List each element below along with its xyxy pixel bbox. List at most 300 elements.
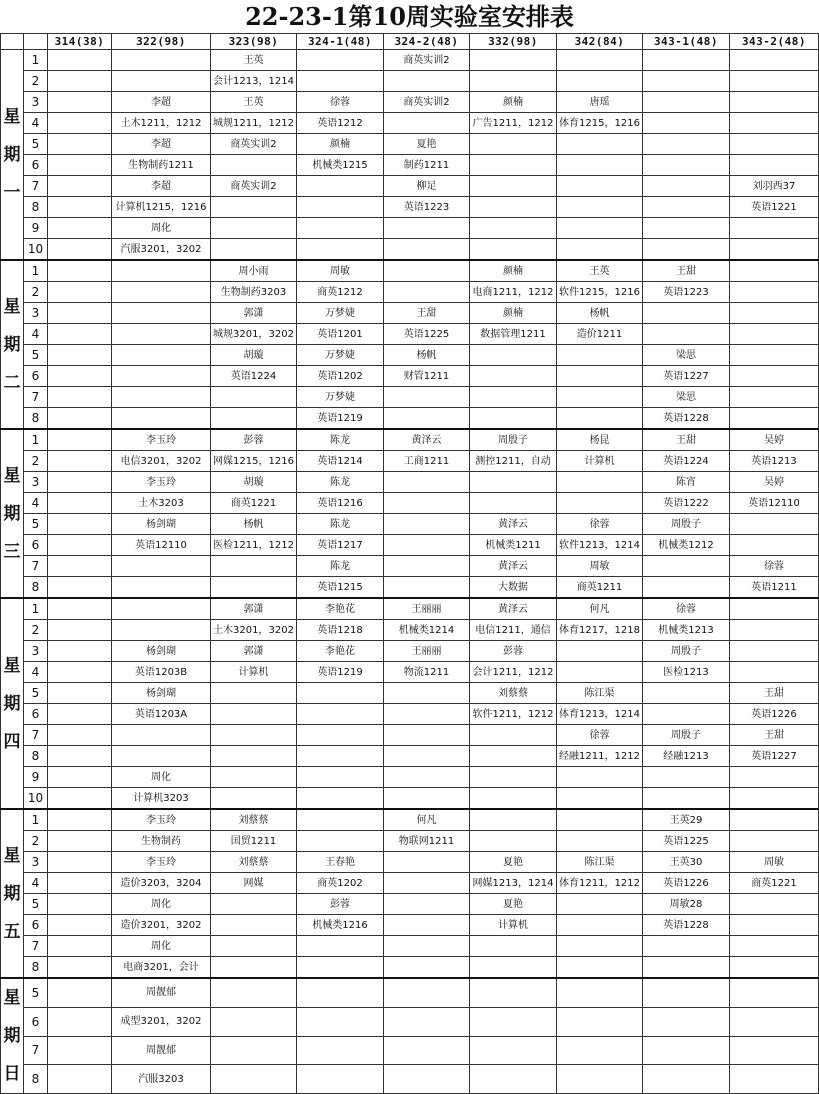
schedule-row — [1, 767, 819, 788]
schedule-cell — [48, 683, 112, 704]
schedule-cell: 会计1213，1214 — [211, 71, 297, 92]
schedule-cell — [384, 493, 470, 514]
schedule-cell — [384, 71, 470, 92]
schedule-cell — [112, 50, 211, 71]
day-label-char: 星 — [3, 106, 21, 127]
period-number: 4 — [24, 662, 48, 683]
schedule-cell: 陈江渠 — [557, 683, 643, 704]
schedule-cell: 周靓郁 — [112, 978, 211, 1007]
schedule-cell — [48, 873, 112, 894]
period-number: 4 — [24, 493, 48, 514]
schedule-cell — [643, 239, 730, 261]
schedule-cell: 柳足 — [384, 176, 470, 197]
schedule-cell: 何凡 — [384, 809, 470, 831]
schedule-cell — [211, 556, 297, 577]
schedule-cell — [557, 936, 643, 957]
schedule-cell — [48, 809, 112, 831]
schedule-cell — [557, 978, 643, 1007]
day-label-char: 期 — [3, 1026, 21, 1046]
schedule-cell — [557, 345, 643, 366]
column-header: 323(98) — [211, 34, 297, 50]
schedule-cell — [112, 345, 211, 366]
schedule-cell — [48, 451, 112, 472]
schedule-cell — [557, 788, 643, 810]
schedule-cell: 财管1211 — [384, 366, 470, 387]
schedule-cell: 英语1214 — [297, 451, 384, 472]
schedule-cell: 吴婷 — [730, 429, 819, 451]
schedule-row — [1, 704, 819, 725]
period-number: 8 — [24, 746, 48, 767]
schedule-cell: 万梦婕 — [297, 387, 384, 408]
schedule-cell — [297, 1036, 384, 1065]
day-label — [1, 429, 24, 598]
schedule-cell: 英语1228 — [643, 408, 730, 430]
schedule-cell: 周敏 — [297, 260, 384, 282]
schedule-cell: 周靓郁 — [112, 1036, 211, 1065]
day-label-char: 二 — [3, 372, 21, 393]
schedule-cell — [297, 50, 384, 71]
schedule-cell — [730, 514, 819, 535]
day-label-char: 期 — [3, 883, 21, 904]
schedule-cell — [730, 303, 819, 324]
schedule-cell — [297, 71, 384, 92]
schedule-cell — [384, 408, 470, 430]
schedule-cell: 体育1217，1218 — [557, 620, 643, 641]
schedule-cell — [48, 472, 112, 493]
schedule-cell: 万梦婕 — [297, 303, 384, 324]
schedule-cell — [211, 218, 297, 239]
schedule-cell: 周殷子 — [643, 641, 730, 662]
schedule-cell: 商英1211 — [557, 577, 643, 599]
schedule-cell: 英语12110 — [112, 535, 211, 556]
schedule-cell — [48, 978, 112, 1007]
schedule-cell — [211, 683, 297, 704]
schedule-cell: 徐蓉 — [730, 556, 819, 577]
schedule-cell — [730, 92, 819, 113]
schedule-cell — [211, 767, 297, 788]
schedule-cell: 黄泽云 — [470, 598, 557, 620]
schedule-cell: 体育1213，1214 — [557, 704, 643, 725]
schedule-row — [1, 50, 819, 71]
day-label — [1, 50, 24, 261]
schedule-cell — [112, 408, 211, 430]
schedule-cell: 英语1223 — [643, 282, 730, 303]
schedule-row — [1, 218, 819, 239]
schedule-row — [1, 809, 819, 831]
schedule-cell — [730, 408, 819, 430]
schedule-cell — [48, 514, 112, 535]
schedule-cell — [48, 1065, 112, 1094]
schedule-cell: 商英实训2 — [211, 134, 297, 155]
schedule-cell — [557, 218, 643, 239]
schedule-cell — [470, 71, 557, 92]
schedule-cell: 汽服3201，3202 — [112, 239, 211, 261]
schedule-cell: 英语1213 — [730, 451, 819, 472]
schedule-cell: 王英 — [557, 260, 643, 282]
schedule-cell — [643, 50, 730, 71]
day-label — [1, 598, 24, 809]
schedule-cell: 商英1221 — [211, 493, 297, 514]
day-label-char: 期 — [3, 693, 21, 714]
schedule-cell — [384, 472, 470, 493]
schedule-cell: 英语1227 — [730, 746, 819, 767]
period-number: 2 — [24, 620, 48, 641]
column-header: 314(38) — [48, 34, 112, 50]
schedule-cell — [730, 71, 819, 92]
schedule-cell — [48, 113, 112, 134]
schedule-cell — [384, 978, 470, 1007]
schedule-cell — [211, 239, 297, 261]
day-label-char: 一 — [3, 182, 21, 203]
column-header: 343-2(48) — [730, 34, 819, 50]
schedule-cell: 何凡 — [557, 598, 643, 620]
schedule-cell — [730, 809, 819, 831]
schedule-cell — [48, 345, 112, 366]
schedule-cell: 周殷子 — [470, 429, 557, 451]
schedule-cell: 机械类1212 — [643, 535, 730, 556]
schedule-cell — [643, 577, 730, 599]
period-number: 6 — [24, 915, 48, 936]
schedule-cell — [384, 218, 470, 239]
schedule-cell: 电商3201，会计 — [112, 957, 211, 979]
schedule-cell: 杨昆 — [557, 429, 643, 451]
schedule-cell: 徐蓉 — [557, 514, 643, 535]
schedule-row — [1, 71, 819, 92]
schedule-row — [1, 260, 819, 282]
schedule-cell — [48, 282, 112, 303]
period-number: 6 — [24, 155, 48, 176]
schedule-cell — [48, 134, 112, 155]
schedule-cell — [112, 324, 211, 345]
schedule-cell: 王丽丽 — [384, 641, 470, 662]
schedule-cell — [297, 746, 384, 767]
schedule-cell — [112, 260, 211, 282]
schedule-cell: 商英实训2 — [384, 92, 470, 113]
schedule-cell — [48, 704, 112, 725]
schedule-cell: 计算机 — [211, 662, 297, 683]
schedule-cell — [48, 894, 112, 915]
schedule-row — [1, 1065, 819, 1094]
schedule-cell: 数据管理1211 — [470, 324, 557, 345]
schedule-cell — [297, 704, 384, 725]
schedule-row — [1, 493, 819, 514]
schedule-cell: 软件1211，1212 — [470, 704, 557, 725]
schedule-cell — [211, 788, 297, 810]
column-header: 324-2(48) — [384, 34, 470, 50]
schedule-cell: 土木1211，1212 — [112, 113, 211, 134]
schedule-cell — [112, 746, 211, 767]
schedule-cell — [48, 387, 112, 408]
schedule-cell: 夏艳 — [384, 134, 470, 155]
schedule-cell — [470, 366, 557, 387]
schedule-cell — [384, 683, 470, 704]
schedule-cell — [557, 176, 643, 197]
schedule-cell: 商英实训2 — [384, 50, 470, 71]
schedule-cell — [112, 556, 211, 577]
schedule-row — [1, 282, 819, 303]
schedule-cell — [470, 1007, 557, 1036]
schedule-cell — [643, 324, 730, 345]
schedule-cell — [211, 1036, 297, 1065]
schedule-cell: 造价1211 — [557, 324, 643, 345]
schedule-cell — [643, 1065, 730, 1094]
schedule-cell — [112, 577, 211, 599]
schedule-cell — [470, 176, 557, 197]
schedule-row — [1, 303, 819, 324]
schedule-cell: 生物制药1211 — [112, 155, 211, 176]
schedule-cell — [112, 725, 211, 746]
schedule-cell: 物流1211 — [384, 662, 470, 683]
schedule-cell — [48, 788, 112, 810]
schedule-cell — [211, 408, 297, 430]
day-label-char: 星 — [3, 296, 21, 317]
schedule-cell — [48, 556, 112, 577]
schedule-cell — [730, 788, 819, 810]
schedule-cell: 汽服3203 — [112, 1065, 211, 1094]
schedule-cell — [470, 239, 557, 261]
schedule-cell: 英语1225 — [384, 324, 470, 345]
period-number: 1 — [24, 260, 48, 282]
schedule-cell: 陈龙 — [297, 556, 384, 577]
schedule-cell: 梁思 — [643, 387, 730, 408]
period-number: 9 — [24, 218, 48, 239]
period-number: 5 — [24, 978, 48, 1007]
schedule-cell: 王甜 — [384, 303, 470, 324]
schedule-cell — [48, 915, 112, 936]
schedule-cell — [48, 535, 112, 556]
schedule-cell: 商英1212 — [297, 282, 384, 303]
schedule-cell — [211, 746, 297, 767]
period-number: 2 — [24, 451, 48, 472]
schedule-row — [1, 387, 819, 408]
schedule-cell — [48, 239, 112, 261]
day-label — [1, 260, 24, 429]
schedule-cell — [557, 493, 643, 514]
schedule-cell — [730, 50, 819, 71]
schedule-cell: 刘蔡蔡 — [211, 852, 297, 873]
schedule-row — [1, 957, 819, 979]
schedule-cell: 杨剑瑚 — [112, 683, 211, 704]
schedule-cell — [730, 113, 819, 134]
schedule-cell: 王丽丽 — [384, 598, 470, 620]
schedule-row — [1, 324, 819, 345]
schedule-cell — [48, 620, 112, 641]
schedule-cell — [643, 155, 730, 176]
schedule-cell: 英语1219 — [297, 662, 384, 683]
schedule-cell: 英语1211 — [730, 577, 819, 599]
schedule-row — [1, 134, 819, 155]
schedule-cell — [557, 239, 643, 261]
schedule-cell — [48, 197, 112, 218]
schedule-cell: 城规1211，1212 — [211, 113, 297, 134]
schedule-cell — [48, 366, 112, 387]
schedule-cell — [211, 936, 297, 957]
period-number: 6 — [24, 535, 48, 556]
schedule-cell: 李超 — [112, 134, 211, 155]
schedule-cell — [48, 429, 112, 451]
schedule-cell — [470, 788, 557, 810]
period-number: 6 — [24, 1007, 48, 1036]
day-label-char: 三 — [3, 541, 21, 562]
schedule-cell — [557, 155, 643, 176]
schedule-cell — [297, 239, 384, 261]
schedule-cell — [112, 303, 211, 324]
schedule-cell: 吴婷 — [730, 472, 819, 493]
schedule-cell — [470, 746, 557, 767]
day-label-char: 期 — [3, 503, 21, 524]
schedule-cell — [112, 366, 211, 387]
schedule-cell: 商英实训2 — [211, 176, 297, 197]
schedule-cell — [557, 1036, 643, 1065]
period-number: 7 — [24, 725, 48, 746]
schedule-cell — [48, 408, 112, 430]
period-number: 8 — [24, 957, 48, 979]
schedule-cell: 会计1211，1212 — [470, 662, 557, 683]
schedule-cell: 体育1215，1216 — [557, 113, 643, 134]
schedule-row — [1, 408, 819, 430]
schedule-cell: 英语1203B — [112, 662, 211, 683]
schedule-row — [1, 556, 819, 577]
schedule-cell — [730, 1007, 819, 1036]
schedule-cell — [384, 746, 470, 767]
schedule-cell: 机械类1216 — [297, 915, 384, 936]
schedule-cell: 陈龙 — [297, 429, 384, 451]
schedule-cell — [48, 577, 112, 599]
column-header: 322(98) — [112, 34, 211, 50]
period-number: 4 — [24, 324, 48, 345]
schedule-cell: 黄泽云 — [384, 429, 470, 451]
page-title: 22-23-1第10周实验室安排表 — [245, 2, 574, 31]
schedule-row — [1, 598, 819, 620]
schedule-cell — [112, 598, 211, 620]
schedule-cell — [384, 957, 470, 979]
schedule-cell — [470, 345, 557, 366]
schedule-cell — [48, 303, 112, 324]
schedule-cell — [643, 788, 730, 810]
schedule-cell — [48, 767, 112, 788]
period-number: 4 — [24, 873, 48, 894]
schedule-cell — [730, 894, 819, 915]
schedule-cell — [48, 324, 112, 345]
schedule-cell: 英语1221 — [730, 197, 819, 218]
schedule-cell: 英语1227 — [643, 366, 730, 387]
schedule-cell: 生物制药3203 — [211, 282, 297, 303]
schedule-cell: 英语1226 — [643, 873, 730, 894]
schedule-cell — [557, 767, 643, 788]
schedule-row — [1, 978, 819, 1007]
schedule-cell: 英语1222 — [643, 493, 730, 514]
schedule-cell — [384, 788, 470, 810]
schedule-cell — [48, 260, 112, 282]
schedule-cell — [557, 50, 643, 71]
period-number: 5 — [24, 894, 48, 915]
schedule-cell: 商英1221 — [730, 873, 819, 894]
schedule-cell — [384, 1036, 470, 1065]
schedule-cell: 英语12110 — [730, 493, 819, 514]
schedule-cell: 王春艳 — [297, 852, 384, 873]
schedule-cell: 王英 — [211, 92, 297, 113]
day-label-char: 期 — [3, 334, 21, 355]
schedule-cell — [470, 155, 557, 176]
day-label-char: 星 — [3, 655, 21, 676]
schedule-cell: 万梦婕 — [297, 345, 384, 366]
schedule-cell: 英语1224 — [211, 366, 297, 387]
schedule-cell: 医检1213 — [643, 662, 730, 683]
period-number: 1 — [24, 598, 48, 620]
schedule-cell — [643, 197, 730, 218]
schedule-cell: 周化 — [112, 894, 211, 915]
schedule-cell: 周化 — [112, 936, 211, 957]
schedule-cell: 李超 — [112, 176, 211, 197]
schedule-cell — [48, 852, 112, 873]
schedule-cell — [643, 936, 730, 957]
schedule-cell — [557, 957, 643, 979]
schedule-row — [1, 852, 819, 873]
schedule-cell: 李玉玲 — [112, 809, 211, 831]
schedule-cell: 周殷子 — [643, 514, 730, 535]
schedule-row — [1, 514, 819, 535]
schedule-cell — [211, 957, 297, 979]
schedule-cell — [470, 767, 557, 788]
schedule-cell: 测控1211，自动 — [470, 451, 557, 472]
schedule-cell — [470, 1036, 557, 1065]
schedule-cell — [730, 134, 819, 155]
period-number: 7 — [24, 176, 48, 197]
schedule-cell — [730, 1036, 819, 1065]
schedule-cell: 英语1223 — [384, 197, 470, 218]
day-label-char: 期 — [3, 144, 21, 165]
schedule-cell: 土木3203 — [112, 493, 211, 514]
schedule-cell: 徐蓉 — [643, 598, 730, 620]
schedule-cell — [730, 662, 819, 683]
day-label-char: 五 — [3, 921, 21, 942]
schedule-cell — [48, 493, 112, 514]
schedule-row — [1, 936, 819, 957]
schedule-cell — [470, 725, 557, 746]
schedule-cell — [470, 831, 557, 852]
schedule-cell — [730, 260, 819, 282]
schedule-cell: 大数据 — [470, 577, 557, 599]
schedule-cell — [297, 683, 384, 704]
period-number: 1 — [24, 429, 48, 451]
schedule-row — [1, 451, 819, 472]
schedule-cell — [297, 978, 384, 1007]
schedule-row — [1, 788, 819, 810]
schedule-cell: 制药1211 — [384, 155, 470, 176]
schedule-cell — [48, 1036, 112, 1065]
schedule-cell — [297, 725, 384, 746]
schedule-cell: 周化 — [112, 767, 211, 788]
schedule-cell: 网媒 — [211, 873, 297, 894]
schedule-cell: 王甜 — [730, 683, 819, 704]
schedule-cell — [48, 831, 112, 852]
schedule-cell — [730, 155, 819, 176]
schedule-cell — [643, 1007, 730, 1036]
schedule-row — [1, 725, 819, 746]
schedule-cell: 周敏28 — [643, 894, 730, 915]
schedule-cell: 商英1202 — [297, 873, 384, 894]
period-number: 8 — [24, 197, 48, 218]
schedule-cell: 电信1211，通信 — [470, 620, 557, 641]
period-number: 7 — [24, 387, 48, 408]
schedule-cell: 颜楠 — [470, 303, 557, 324]
day-label-char: 星 — [3, 845, 21, 866]
schedule-cell — [643, 767, 730, 788]
schedule-cell — [211, 387, 297, 408]
schedule-cell: 医检1211，1212 — [211, 535, 297, 556]
schedule-cell — [384, 556, 470, 577]
schedule-cell — [557, 408, 643, 430]
